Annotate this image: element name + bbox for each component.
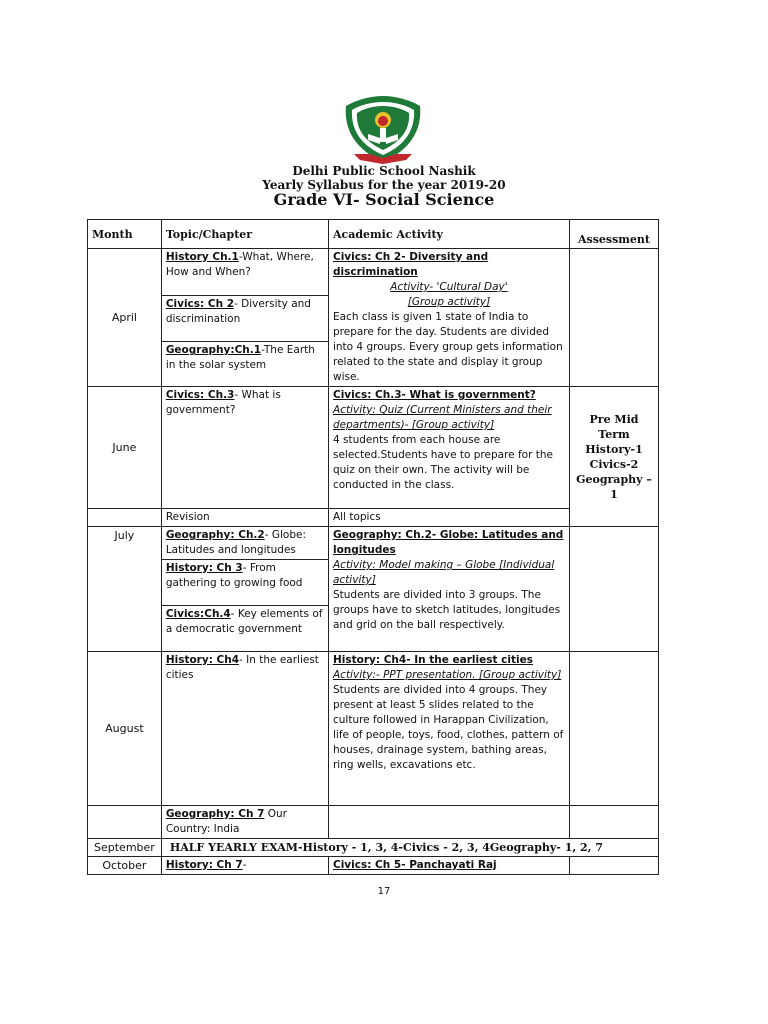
- syllabus-year: Yearly Syllabus for the year 2019-20: [262, 178, 506, 192]
- topic-cell: [161, 295, 328, 342]
- topic-text: - What is government?: [165, 389, 281, 416]
- assessment-line: Term: [598, 427, 630, 441]
- topic-heading: History: Ch4: [165, 654, 240, 666]
- month-april: April: [88, 249, 162, 387]
- topic-cell: [161, 652, 328, 806]
- topic-heading: History: Ch 7: [165, 859, 243, 871]
- activity-title: Activity: Quiz (Current Ministers and their departments)- [Group activity]: [332, 404, 552, 431]
- topic-revision: Revision: [161, 509, 328, 527]
- page-number: 17: [377, 886, 391, 897]
- topic-text: - Diversity and discrimination: [165, 297, 311, 325]
- assessment-line: Geography –: [576, 472, 652, 486]
- topic-text: - In the earliest cities: [165, 654, 319, 681]
- activity-heading: History: Ch4- In the earliest cities: [332, 654, 533, 666]
- assessment-line: History-1: [585, 442, 643, 456]
- topic-heading: History: Ch 3: [165, 562, 243, 574]
- month-september: September: [88, 839, 162, 857]
- topic-text: Our Country: India: [165, 808, 287, 835]
- activity-description: Students are divided into 3 groups. The groups have to sketch latitudes, longitudes and grid on the ball respectively.: [332, 589, 561, 631]
- activity-description: 4 students from each house are selected.Students have to prepare for the quiz on their own. The activity will be conducted in the class.: [332, 434, 553, 491]
- month-june-cont: [88, 509, 162, 527]
- topic-text: - Globe: Latitudes and longitudes: [165, 529, 306, 556]
- month-october: October: [88, 857, 162, 875]
- activity-cell: [328, 387, 569, 509]
- topic-text: -: [242, 859, 247, 871]
- activity-cell: [328, 249, 569, 387]
- activity-heading: Civics: Ch 2- Diversity and discrimination: [332, 251, 489, 278]
- activity-title: Activity:- PPT presentation. [Group activity]: [332, 669, 562, 681]
- topic-heading: Geography:Ch.1: [165, 344, 262, 357]
- assessment-line: Pre Mid: [589, 412, 639, 426]
- topic-text: - From gathering to growing food: [165, 562, 303, 589]
- table-row: [88, 249, 659, 296]
- topic-heading: Geography: Ch.2: [165, 529, 265, 541]
- table-row: [88, 527, 659, 560]
- page-title: Grade VI- Social Science: [273, 190, 495, 209]
- topic-cell: [161, 387, 328, 509]
- activity-cell: [328, 652, 569, 806]
- assessment-cell: [569, 249, 658, 387]
- assessment-cell: [569, 857, 658, 875]
- topic-heading: Civics:Ch.4: [165, 608, 231, 620]
- topic-cell: [161, 560, 328, 606]
- activity-title: Activity- 'Cultural Day': [390, 281, 508, 293]
- assessment-cell: [569, 387, 658, 527]
- assessment-cell: [569, 527, 658, 652]
- table-row: [88, 387, 659, 509]
- activity-title: Activity: Model making – Globe [Individual activity]: [332, 559, 555, 586]
- topic-text: -What, Where, How and When?: [165, 251, 314, 278]
- activity-heading: Geography: Ch.2- Globe: Latitudes and longitudes: [332, 529, 564, 556]
- column-header-assessment: Assessment: [569, 220, 658, 249]
- topic-text: -The Earth in the solar system: [165, 344, 315, 372]
- column-header-topic: Topic/Chapter: [161, 220, 328, 249]
- month-august: August: [88, 652, 162, 806]
- topic-heading: Civics: Ch.3: [165, 389, 235, 401]
- topic-cell: [161, 527, 328, 560]
- month-july: July: [88, 527, 162, 652]
- topic-heading: Geography: Ch 7: [165, 808, 265, 820]
- activity-heading: Civics: Ch 5- Panchayati Raj: [332, 859, 497, 871]
- table-row: [88, 652, 659, 806]
- activity-cell: [328, 806, 569, 839]
- activity-cell: [328, 857, 569, 875]
- column-header-activity: Academic Activity: [328, 220, 569, 249]
- topic-heading: Civics: Ch 2: [165, 297, 235, 310]
- topic-cell: [161, 249, 328, 296]
- activity-description: Students are divided into 4 groups. They present at least 5 slides related to the culture followed in Harappan Civilization, life of people, toys, food, clothes, pattern of houses, drainage system, bathing areas, ring wells, excavations etc.: [332, 684, 564, 771]
- month-august-cont: [88, 806, 162, 839]
- column-header-month: Month: [88, 220, 162, 249]
- table-row: [88, 857, 659, 875]
- assessment-line: 1: [610, 487, 618, 501]
- topic-cell: [161, 342, 328, 387]
- activity-type: [Group activity]: [407, 296, 491, 308]
- school-logo: [334, 94, 432, 164]
- half-yearly-exam: HALF YEARLY EXAM-History - 1, 3, 4-Civics - 2, 3, 4Geography- 1, 2, 7: [161, 839, 658, 857]
- topic-cell: [161, 806, 328, 839]
- topic-heading: History Ch.1: [165, 251, 239, 263]
- school-name: Delhi Public School Nashik: [292, 164, 476, 178]
- activity-heading: Civics: Ch.3- What is government?: [332, 389, 536, 401]
- topic-cell: [161, 606, 328, 652]
- activity-cell: [328, 527, 569, 652]
- assessment-cell: [569, 806, 658, 839]
- activity-all-topics: All topics: [328, 509, 569, 527]
- table-header-row: [88, 220, 659, 249]
- activity-description: Each class is given 1 state of India to prepare for the day. Students are divided into 4 groups. Every group gets information related to the state and display it group wise.: [332, 311, 563, 383]
- table-row: [88, 839, 659, 857]
- topic-text: - Key elements of a democratic government: [165, 608, 323, 635]
- table-row: [88, 806, 659, 839]
- month-june: June: [88, 387, 162, 509]
- syllabus-table: [87, 219, 659, 875]
- assessment-cell: [569, 652, 658, 806]
- topic-cell: [161, 857, 328, 875]
- assessment-line: Civics-2: [589, 457, 639, 471]
